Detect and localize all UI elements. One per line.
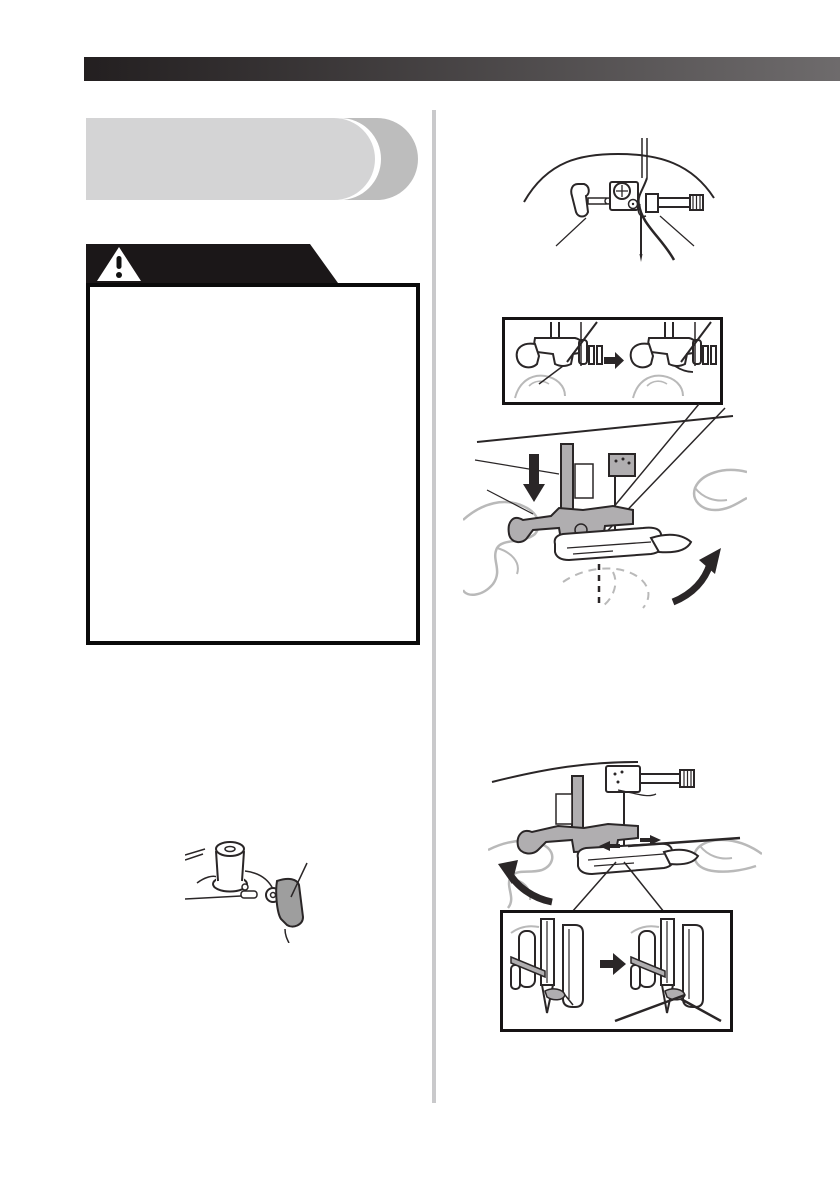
warning-triangle-icon xyxy=(96,246,142,282)
presser-foot-heel xyxy=(664,850,698,865)
clamp-screw-shaft xyxy=(658,198,690,207)
caution-box xyxy=(86,283,420,645)
presser-bar xyxy=(561,444,573,518)
needle-clamp xyxy=(609,454,635,476)
guide-prong xyxy=(511,965,520,989)
figure-box-threader xyxy=(500,910,733,1032)
header-gradient-bar xyxy=(84,57,840,81)
right-arrow-icon xyxy=(600,953,626,975)
presser-foot xyxy=(578,844,674,874)
bar-bracket xyxy=(575,464,593,498)
presser-bar xyxy=(551,322,559,338)
upper-thread-line xyxy=(642,138,647,178)
callout-line-right xyxy=(660,216,694,246)
needle-threader-lever xyxy=(571,184,589,217)
foot-holder-after xyxy=(631,322,716,398)
figure-needle-clamp xyxy=(520,138,720,268)
guide-bar xyxy=(519,931,535,987)
figure-box-foot-lever xyxy=(502,317,723,405)
winder-stopper xyxy=(276,879,303,927)
threader-link xyxy=(588,198,606,204)
presser-bar xyxy=(572,776,583,834)
machine-edge-lines xyxy=(185,849,205,860)
needle-clamp xyxy=(606,766,640,792)
curved-up-left-arrow-icon xyxy=(498,860,552,902)
right-arrow-icon xyxy=(604,352,624,369)
figure-attach-foot xyxy=(463,402,747,610)
finger-outline xyxy=(515,376,565,398)
ghost-hand-outline xyxy=(563,568,648,608)
clamp-screw-shaft xyxy=(640,774,680,783)
needle-clamp-screw-bracket xyxy=(646,194,658,212)
spool-hole xyxy=(225,847,235,852)
thread-end xyxy=(675,366,693,372)
threader-after xyxy=(615,919,721,1021)
threader-before xyxy=(511,919,583,1013)
figure-release-thread xyxy=(488,754,762,912)
machine-arm-edge xyxy=(477,416,733,442)
curved-up-arrow-icon xyxy=(673,548,721,602)
figure-spool xyxy=(185,833,335,943)
foot-holder-before xyxy=(515,322,602,398)
holder-prongs xyxy=(589,346,602,364)
winder-shaft xyxy=(241,891,257,898)
foot-holder-body xyxy=(534,338,585,366)
machine-front-line xyxy=(185,896,241,899)
right-hand-outline xyxy=(694,840,762,872)
right-hand-outline xyxy=(694,470,747,510)
column-divider xyxy=(432,110,436,1103)
holder-arm xyxy=(563,925,583,1007)
presser-foot xyxy=(555,528,663,560)
machine-side-line xyxy=(285,929,289,943)
presser-foot-heel xyxy=(651,535,691,552)
threader-hook xyxy=(545,989,565,1000)
down-arrow-icon xyxy=(523,454,545,502)
chapter-banner-title xyxy=(104,146,344,174)
callout-line-left xyxy=(556,218,586,246)
holder-lever xyxy=(517,344,539,368)
bar-bracket xyxy=(556,794,572,824)
